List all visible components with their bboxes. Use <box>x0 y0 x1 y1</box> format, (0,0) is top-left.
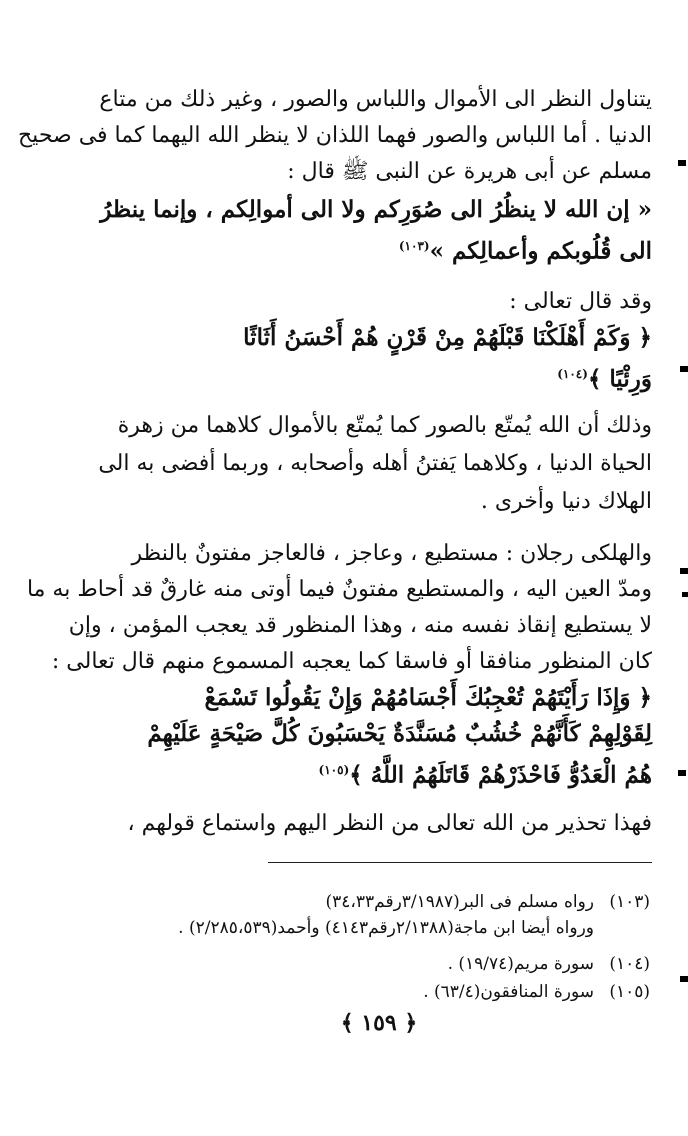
edge-mark <box>680 976 688 982</box>
body-line: الحياة الدنيا ، وكلاهما يَفتنُ أهله وأصحابه ، وربما أفضى به الى <box>98 451 652 476</box>
footnote <box>90 952 650 976</box>
footnote-number: (١٠٤) <box>609 954 650 974</box>
body-line: والهلكى رجلان : مستطيع ، وعاجز ، فالعاجز مفتونٌ بالنظر <box>131 541 652 566</box>
footnote <box>90 890 650 914</box>
body-line: وقد قال تعالى : <box>509 289 652 314</box>
body-line: كان المنظور منافقا أو فاسقا كما يعجبه المسموع منهم قال تعالى : <box>51 649 652 674</box>
edge-mark <box>680 568 688 574</box>
body-line: ومدّ العين اليه ، والمستطيع مفتونٌ فيما أوتى منه غارقٌ قد أحاط به ما <box>26 577 652 602</box>
hadith-line-text: الى قُلُوبكم وأعمالِكم » <box>429 237 652 265</box>
page-number: ﴿ ١٥٩ ﴾ <box>340 1010 418 1036</box>
body-line: لا يستطيع إنقاذ نفسه منه ، وهذا المنظور قد يعجب المؤمن ، وإن <box>68 613 652 638</box>
edge-mark <box>678 770 686 776</box>
footnote-marker: (١٠٣) <box>398 239 430 253</box>
edge-mark <box>680 366 688 372</box>
hadith-line <box>100 228 652 270</box>
footnote <box>90 980 650 1004</box>
footnote-marker: (١٠٤) <box>557 367 588 381</box>
quran-verse-text: وَرِئْيًا ﴾ <box>587 365 652 393</box>
footnote-text: ورواه أيضا ابن ماجة(٢/١٣٨٨رقم٤١٤٣) وأحمد(٢/٢٨٥،٥٣٩) . <box>178 918 594 938</box>
footnote-text: سورة المنافقون(٦٣/٤) . <box>423 982 594 1002</box>
quran-verse-text: هُمُ الْعَدُوُّ فَاحْذَرْهُمْ قَاتَلَهُمُ اللَّهُ ﴾ <box>349 761 652 789</box>
body-line: مسلم عن أبى هريرة عن النبى ﷺ قال : <box>287 159 652 184</box>
body-line: يتناول النظر الى الأموال واللباس والصور ، وغير ذلك من متاع <box>99 87 652 112</box>
edge-mark <box>678 160 686 166</box>
edge-mark <box>682 592 688 597</box>
quran-verse-line <box>100 752 652 794</box>
footnote-divider <box>268 862 652 863</box>
quran-verse-line: ﴿ وَكَمْ أَهْلَكْنَا قَبْلَهُمْ مِنْ قَرْنٍ هُمْ أَحْسَنُ أَثَاثًا <box>243 324 652 351</box>
body-line: فهذا تحذير من الله تعالى من النظر اليهم واستماع قولهم ، <box>127 811 652 836</box>
hadith-line: « إن الله لا ينظُرُ الى صُوَرِكم ولا الى أموالِكم ، وإنما ينظرُ <box>100 196 652 223</box>
footnote-marker: (١٠٥) <box>318 763 350 777</box>
footnote <box>90 916 650 940</box>
body-line: وذلك أن الله يُمتّع بالصور كما يُمتّع بالأموال كلاهما من زهرة <box>117 413 652 438</box>
quran-verse-line <box>100 356 652 398</box>
footnote-text: رواه مسلم فى البر(٣/١٩٨٧رقم٣٤،٣٣) <box>325 892 594 912</box>
quran-verse-line: ﴿ وَإِذَا رَأَيْتَهُمْ تُعْجِبُكَ أَجْسَامُهُمْ وَإِنْ يَقُولُوا تَسْمَعْ <box>204 684 652 711</box>
quran-verse-line: لِقَوْلِهِمْ كَأَنَّهُمْ خُشُبٌ مُسَنَّدَةٌ يَحْسَبُونَ كُلَّ صَيْحَةٍ عَلَيْهِمْ <box>147 720 652 747</box>
footnote-text: سورة مريم(١٩/٧٤) . <box>447 954 594 974</box>
footnote-number: (١٠٣) <box>609 892 650 912</box>
footnote-number: (١٠٥) <box>609 982 650 1002</box>
body-line: الهلاك دنيا وأخرى . <box>480 489 652 514</box>
body-line: الدنيا . أما اللباس والصور فهما اللذان لا ينظر الله اليهما كما فى صحيح <box>17 123 652 148</box>
